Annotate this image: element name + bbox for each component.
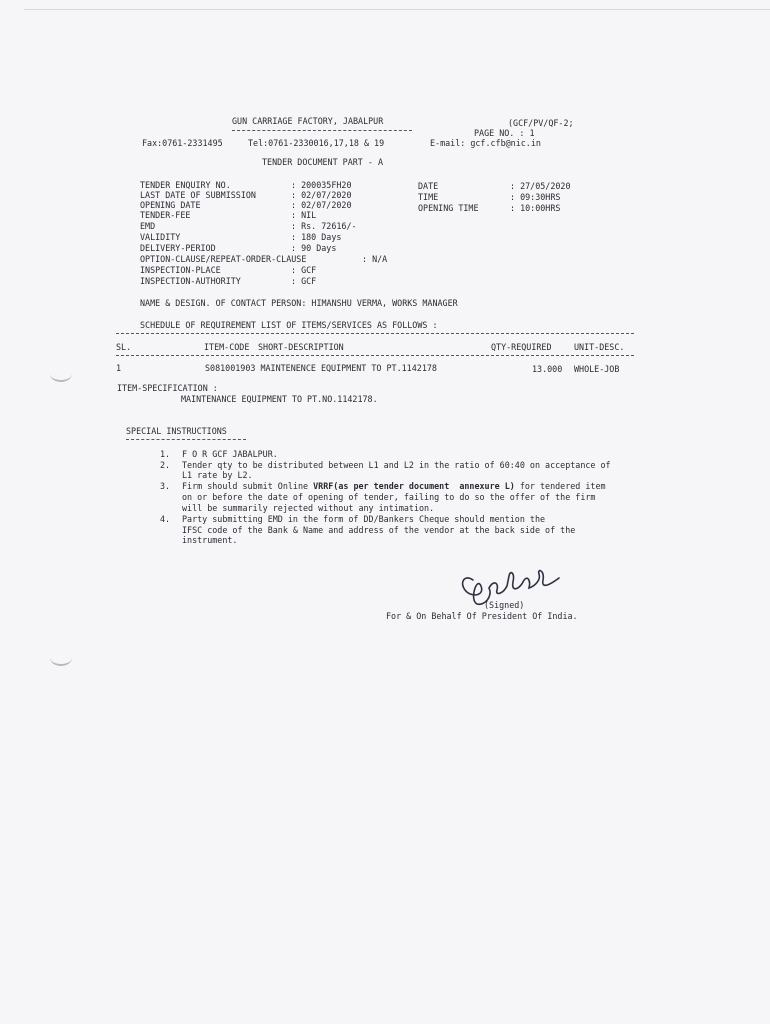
factory-underline [232, 130, 412, 131]
field-value-inspection-authority: : GCF [291, 276, 317, 286]
instruction-3-pre: Firm should submit Online [182, 481, 314, 491]
opening-time-label: OPENING TIME [418, 203, 479, 213]
table-header-rule [116, 355, 634, 356]
instruction-4-line-2: IFSC code of the Bank & Name and address of the vendor at the back side of the [182, 525, 576, 535]
contact-person: NAME & DESIGN. OF CONTACT PERSON: HIMANSHU VERMA, WORKS MANAGER [140, 298, 458, 308]
field-label-validity: VALIDITY [140, 232, 181, 242]
field-value-inspection-place: : GCF [291, 265, 317, 275]
instruction-2-number: 2. [160, 460, 171, 470]
scan-edge-line [24, 9, 770, 10]
field-label-inspection-place: INSPECTION-PLACE [140, 265, 221, 275]
field-value-delivery: : 90 Days [291, 243, 337, 253]
date-value: : 27/05/2020 [510, 181, 571, 191]
schedule-heading: SCHEDULE OF REQUIREMENT LIST OF ITEMS/SERVICES AS FOLLOWS : [140, 320, 438, 330]
row-qty: 13.000 [532, 364, 563, 374]
special-instructions-underline [126, 439, 246, 440]
field-label-delivery: DELIVERY-PERIOD [140, 243, 216, 253]
instruction-2-line-2: L1 rate by L2. [182, 470, 253, 480]
field-value-validity: : 180 Days [291, 232, 342, 242]
instruction-3-line-2: on or before the date of opening of tender, failing to do so the offer of the firm [182, 492, 596, 502]
email-address: E-mail: gcf.cfb@nic.in [430, 138, 541, 148]
punch-hole-lower [50, 650, 72, 666]
form-reference: (GCF/PV/QF-2; [508, 118, 574, 128]
row-item-code-description: S081001903 MAINTENENCE EQUIPMENT TO PT.1142178 [205, 363, 437, 373]
instruction-1-number: 1. [160, 449, 171, 459]
fax-number: Fax:0761-2331495 [142, 138, 223, 148]
time-label: TIME [418, 192, 439, 202]
time-value: : 09:30HRS [510, 192, 561, 202]
field-value-emd: : Rs. 72616/- [291, 221, 357, 231]
instruction-4-line-3: instrument. [182, 535, 238, 545]
document-title: TENDER DOCUMENT PART - A [262, 157, 384, 167]
field-label-emd: EMD [140, 221, 156, 231]
opening-time-value: : 10:00HRS [510, 203, 561, 213]
table-top-rule [116, 333, 634, 334]
header-item-code: ITEM-CODE [204, 342, 250, 352]
item-spec-text: MAINTENANCE EQUIPMENT TO PT.NO.1142178. [181, 394, 378, 404]
on-behalf-line: For & On Behalf Of President Of India. [386, 611, 578, 621]
instruction-3-line-1 [182, 481, 606, 491]
punch-hole-upper [50, 366, 72, 382]
field-value-fee: : NIL [291, 210, 317, 220]
factory-name: GUN CARRIAGE FACTORY, JABALPUR [232, 116, 384, 126]
instruction-4-number: 4. [160, 514, 171, 524]
field-label-enquiry: TENDER ENQUIRY NO. [140, 180, 231, 190]
field-value-last-date: : 02/07/2020 [291, 190, 352, 200]
field-label-option-clause: OPTION-CLAUSE/REPEAT-ORDER-CLAUSE [140, 254, 307, 264]
header-unit-desc: UNIT-DESC. [574, 342, 625, 352]
row-sl: 1 [116, 363, 122, 373]
instruction-3-bold: VRRF(as per tender document annexure L) [313, 481, 515, 491]
page-number: PAGE NO. : 1 [474, 128, 535, 138]
field-value-option-clause: : N/A [362, 254, 388, 264]
field-value-enquiry: : 200035FH20 [291, 180, 352, 190]
field-label-last-date: LAST DATE OF SUBMISSION [140, 190, 256, 200]
header-short-description: SHORT-DESCRIPTION [258, 342, 344, 352]
header-sl: SL. [116, 342, 132, 352]
field-label-fee: TENDER-FEE [140, 210, 191, 220]
signed-label: (Signed) [484, 600, 525, 610]
item-spec-label: ITEM-SPECIFICATION : [117, 383, 218, 393]
telephone-numbers: Tel:0761-2330016,17,18 & 19 [248, 138, 385, 148]
instruction-4-line-1: Party submitting EMD in the form of DD/Bankers Cheque should mention the [182, 514, 546, 524]
instruction-3-line-3: will be summarily rejected without any intimation. [182, 503, 435, 513]
field-label-opening-date: OPENING DATE [140, 200, 201, 210]
instruction-1-line-1: F O R GCF JABALPUR. [182, 449, 278, 459]
row-unit: WHOLE-JOB [574, 364, 620, 374]
field-value-opening-date: : 02/07/2020 [291, 200, 352, 210]
instruction-3-number: 3. [160, 481, 171, 491]
date-label: DATE [418, 181, 439, 191]
field-label-inspection-authority: INSPECTION-AUTHORITY [140, 276, 241, 286]
instruction-2-line-1: Tender qty to be distributed between L1 and L2 in the ratio of 60:40 on acceptance of [182, 460, 611, 470]
instruction-3-post: for tendered item [514, 481, 606, 491]
special-instructions-title: SPECIAL INSTRUCTIONS [126, 426, 227, 436]
header-qty-required: QTY-REQUIRED [491, 342, 552, 352]
